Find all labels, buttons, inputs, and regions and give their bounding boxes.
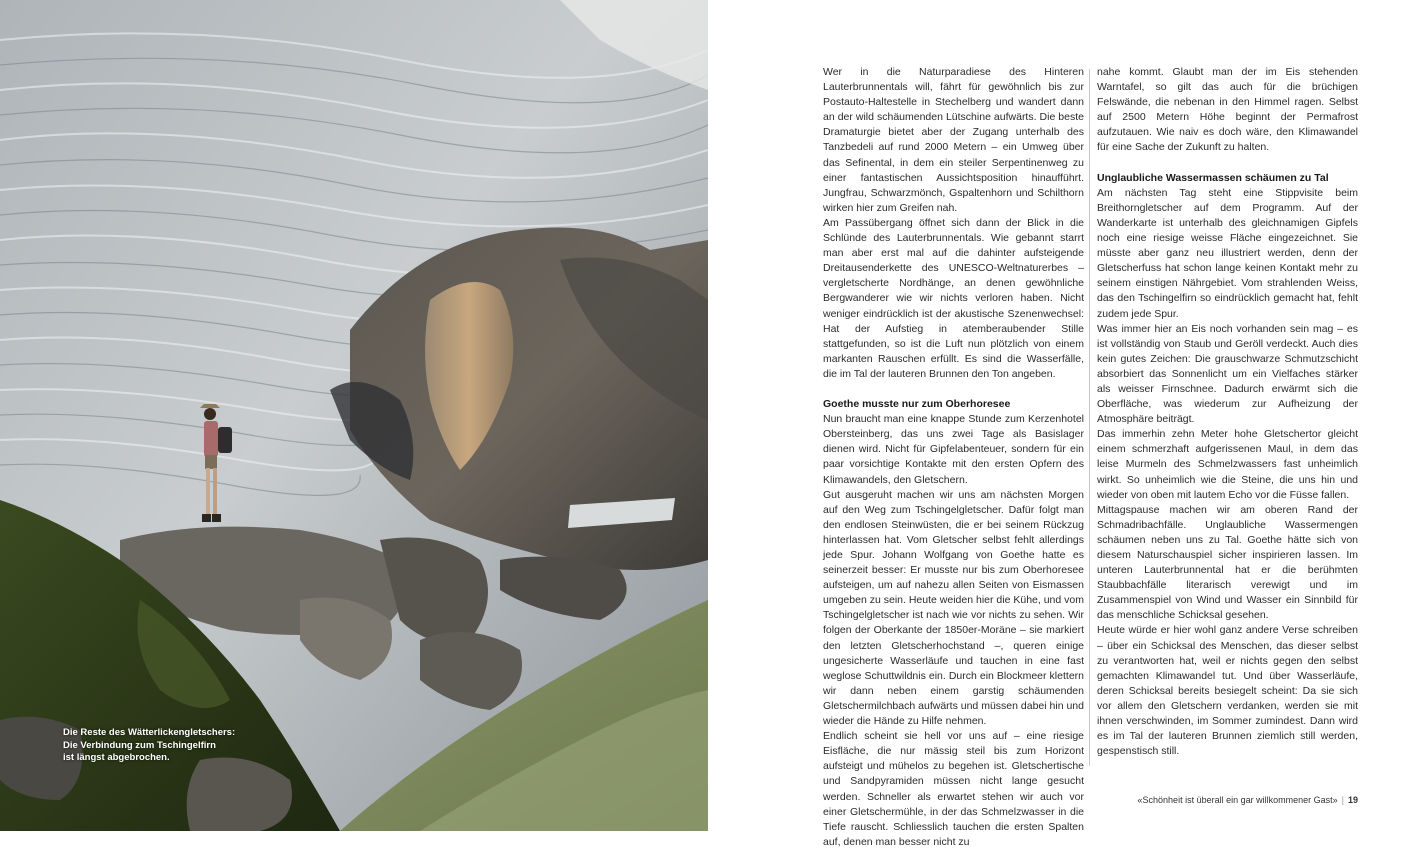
- paragraph: Das immerhin zehn Meter hohe Gletschertor gleicht einem schmerzhaft aufgerissenen Maul, in dem das leise Murmeln des Schmelzwassers fast unheimlich wirkt. So unheimlich wie die Steine, die uns hin und wieder von oben mit lautem Echo vor die Füsse fallen.: [1097, 428, 1358, 501]
- paragraph: Am nächsten Tag steht eine Stippvisite beim Breithorngletscher auf dem Programm. Auf der Wanderkarte ist unterhalb des gleichnamigen Gipfels noch eine riesige weisse Fläche eingezeichnet. Sie müsste aber ganz neu illustriert werden, denn der Gletscherfuss hat schon lange keinen Kontakt mehr zu seinem einstigen Nährgebiet. Vom strahlenden Weiss, das den Tschingelfirn so eindrücklich gemacht hat, fehlt zudem jede Spur.: [1097, 186, 1358, 320]
- paragraph: Heute würde er hier wohl ganz andere Verse schreiben – über ein Schicksal des Menschen, das dieser selbst zu verantworten hat, weil er nichts gegen den selbst gemachten Klimawandel tut. Und über Wasserläufe, deren Schicksal bereits besiegelt scheint: Da sie sich vor allem den Gletschern verdanken, werden sie mit ihnen verschwinden, im Sommer zumindest. Dann wird es im Tal der lauteren Brunnen ziemlich still werden, gespenstisch still.: [1097, 624, 1358, 758]
- paragraph: Was immer hier an Eis noch vorhanden sein mag – es ist vollständig von Staub und Geröll verdeckt. Auch dies kein gutes Zeichen: Die grauschwarze Schmutzschicht absorbiert das Sonnenlicht um ein Vielfaches stärker als weisser Firnschnee. Dadurch erwärmt sich die Oberfläche, was wiederum zur Aufheizung der Atmosphäre beiträgt.: [1097, 322, 1358, 426]
- text-column-1: [823, 65, 1084, 850]
- section-heading: Unglaubliche Wassermassen schäumen zu Tal: [1097, 171, 1329, 184]
- glacier-photo: [0, 0, 708, 831]
- paragraph: Endlich scheint sie hell vor uns auf – eine riesige Eisfläche, die nur mässig steil bis zum Horizont aufsteigt und mühelos zu begehen ist. Gletschertische und Sandpyramiden müssen nicht lange gesucht werden. Schneller als erwartet stehen wir auch vor einer Gletschermühle, in der das Schmelzwasser in die Tiefe rauscht. Schliesslich tauchen die ersten Spalten auf, denen man besser nicht zu: [823, 730, 1084, 848]
- text-column-2: [1097, 65, 1358, 759]
- caption-line-1: Die Reste des Wätterlickengletschers:: [63, 727, 236, 738]
- footer-separator: |: [1341, 795, 1344, 805]
- page-footer: [1138, 795, 1358, 805]
- paragraph: Am Passübergang öffnet sich dann der Blick in die Schlünde des Lauterbrunnentals. Wie gebannt starrt man aber erst mal auf die dahinter aufsteigende Dreitausenderkette des UNESCO-Weltnaturerbes – vergletscherte Nordhänge, an denen gewöhnliche Bergwanderer wie wir nichts verloren haben. Nicht weniger eindrücklich ist der akustische Szenenwechsel: Hat der Aufstieg in atemberaubender Stille stattgefunden, so ist die Luft nun plötzlich von einem markanten Rauschen erfüllt. Es sind die Wasserfälle, die im Tal der lauteren Brunnen den Ton angeben.: [823, 216, 1084, 380]
- paragraph: Gut ausgeruht machen wir uns am nächsten Morgen auf den Weg zum Tschingelgletscher. Dafür folgt man den endlosen Steinwüsten, die er bei seinem Rückzug hinterlassen hat. Vom Gletscher selbst fehlt allerdings jede Spur. Johann Wolfgang von Goethe hatte es seinerzeit besser: Er musste nur bis zum Oberhoresee aufsteigen, um auf nahezu allen Seiten von Eismassen umgeben zu sein. Heute weiden hier die Kühe, und vom Tschingelgletscher ist nach wie vor nichts zu sehen. Wir folgen der Oberkante der 1850er-Moräne – sie markiert den letzten Gletscherhochstand –, queren einige ungesicherte Wasserläufe und tauchen in eine fast weglose Schuttwildnis ein. Durch ein Blockmeer klettern wir dann neben einem garstig schäumenden Gletschermilchbach aufwärts und müssen dabei hin und wieder die Hände zu Hilfe nehmen.: [823, 488, 1084, 728]
- paragraph: Mittagspause machen wir am oberen Rand der Schmadribachfälle. Unglaubliche Wassermengen schäumen neben uns zu Tal. Goethe hätte sich von diesem Naturschauspiel sicher inspirieren lassen. Im unteren Lauterbrunnental hat er die berühmten Staubbachfälle literarisch verewigt und im Zusammenspiel von Wind und Wasser ein Sinnbild für das menschliche Schicksal gesehen.: [1097, 503, 1358, 622]
- photo-caption: [63, 727, 263, 765]
- paragraph: Wer in die Naturparadiese des Hinteren Lauterbrunnentals will, fährt für gewöhnlich bis zur Postauto-Haltestelle in Stechelberg und wandert dann an der wild schäumenden Lütschine aufwärts. Die beste Dramaturgie bietet aber der Zugang unterhalb des Tanzbedeli auf rund 2000 Metern – ein Umweg über das Sefinental, in dem ein steiler Serpentinenweg zu einer fantastischen Aussichtsposition hinaufführt. Jungfrau, Schwarzmönch, Gspaltenhorn und Schilthorn wirken hier zum Greifen nah.: [823, 66, 1084, 214]
- glacier-landscape-illustration: [0, 0, 708, 831]
- paragraph: nahe kommt. Glaubt man der im Eis stehenden Warntafel, so gilt das auch für die brüchigen Felswände, die nebenan in den Himmel ragen. Selbst auf 2500 Metern Höhe beginnt der Permafrost aufzutauen. Wie naiv es doch wäre, den Klimawandel für eine Sache der Zukunft zu halten.: [1097, 66, 1358, 154]
- caption-line-3: ist längst abgebrochen.: [63, 752, 170, 764]
- paragraph: Nun braucht man eine knappe Stunde zum Kerzenhotel Obersteinberg, das uns zwei Tage als Basislager dienen wird. Nicht für Gipfelabenteuer, sondern für ein paar vorsichtige Kontakte mit den ersten Opfern des Klimawandels, den Gletschern.: [823, 413, 1084, 486]
- column-divider: [1089, 69, 1090, 766]
- caption-line-2: Die Verbindung zum Tschingelfirn: [63, 739, 216, 751]
- page-number: 19: [1347, 795, 1358, 805]
- section-heading: Goethe musste nur zum Oberhoresee: [823, 398, 1011, 411]
- running-title: «Schönheit ist überall ein gar willkommener Gast»: [1137, 795, 1338, 805]
